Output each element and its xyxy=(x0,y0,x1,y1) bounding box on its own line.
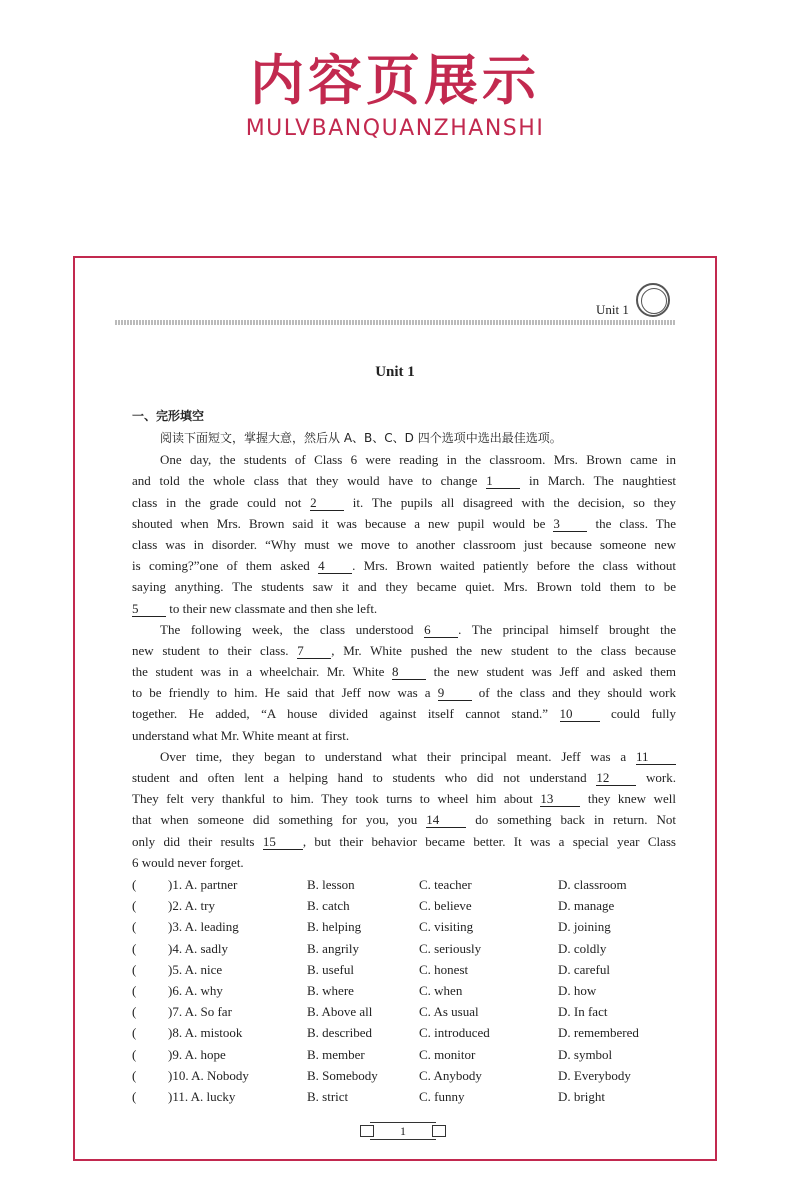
passage-line: They felt very thankful to him. They took turns to wheel him about 13 they knew well xyxy=(132,791,677,807)
question-row xyxy=(132,895,676,916)
passage-line: together. He added, “A house divided against itself cannot stand.” 10 could fully xyxy=(132,706,676,722)
answer-bracket: ( xyxy=(132,1088,137,1104)
option-c: C. believe xyxy=(419,898,472,914)
option-a: )9. A. hope xyxy=(168,1046,226,1062)
option-a: )8. A. mistook xyxy=(168,1025,243,1041)
blank-14: 14 xyxy=(426,812,466,828)
passage-line: The following week, the class understood 6 . The principal himself brought the xyxy=(160,621,676,637)
question-row xyxy=(132,1001,676,1022)
option-b: B. useful xyxy=(307,961,354,977)
passage-line: to be friendly to him. He said that Jeff now was a 9 of the class and they should work xyxy=(132,685,676,701)
answer-bracket: ( xyxy=(132,940,137,956)
section-title: 一、完形填空 xyxy=(132,409,205,423)
blank-15: 15 xyxy=(263,834,303,850)
passage-line: student and often lent a helping hand to students who did not understand 12 work. xyxy=(132,770,677,785)
question-row xyxy=(132,916,676,937)
option-c: C. funny xyxy=(419,1088,465,1104)
option-a: )2. A. try xyxy=(168,898,215,914)
blank-3: 3 xyxy=(553,516,587,532)
blank-1: 1 xyxy=(486,473,520,489)
option-d: D. careful xyxy=(558,961,610,977)
question-row xyxy=(132,1065,676,1086)
blank-5: 5 xyxy=(132,601,166,617)
passage-line: the student was in a wheelchair. Mr. White 8 the new student was Jeff and asked them xyxy=(132,664,676,680)
option-d: D. Everybody xyxy=(558,1067,631,1083)
option-b: B. Above all xyxy=(307,1004,373,1020)
option-c: C. introduced xyxy=(419,1025,490,1041)
running-header: Unit 1 xyxy=(596,302,629,317)
blank-12: 12 xyxy=(596,770,636,786)
passage-line: class in the grade could not 2 it. The pupils all disagreed with the decision, so they xyxy=(132,494,676,510)
option-d: D. remembered xyxy=(558,1025,639,1041)
question-row xyxy=(132,938,676,959)
passage-line: that when someone did something for you, you 14 do something back in return. Not xyxy=(132,812,676,828)
passage-line: 5 to their new classmate and then she left. xyxy=(132,600,378,616)
option-a: )11. A. lucky xyxy=(168,1088,236,1104)
question-row xyxy=(132,980,676,1001)
passage-line: understand what Mr. White meant at first. xyxy=(132,727,350,743)
unit-heading: Unit 1 xyxy=(375,364,415,380)
passage-line: saying anything. The students saw it and they became quiet. Mrs. Brown told them to be xyxy=(132,579,676,595)
option-b: B. catch xyxy=(307,898,350,914)
options-list xyxy=(132,874,676,1107)
option-d: D. manage xyxy=(558,898,615,914)
answer-bracket: ( xyxy=(132,1067,137,1083)
option-c: C. honest xyxy=(419,961,469,977)
passage-line: class was in disorder. “Why must we move to another classroom just because someone new xyxy=(132,536,676,552)
option-c: C. teacher xyxy=(419,877,472,892)
option-d: D. joining xyxy=(558,919,611,935)
passage-line: and told the whole class that they would have to change 1 in March. The naughtiest xyxy=(132,473,676,489)
page-number: 1 xyxy=(370,1122,436,1140)
question-row xyxy=(132,1086,676,1107)
option-a: )6. A. why xyxy=(168,982,223,998)
option-a: )3. A. leading xyxy=(168,919,239,935)
blank-13: 13 xyxy=(540,791,580,807)
answer-bracket: ( xyxy=(132,1004,137,1020)
passage xyxy=(132,428,676,873)
passage-line: Over time, they began to understand what their principal meant. Jeff was a 11 xyxy=(132,746,676,767)
option-b: B. angrily xyxy=(307,940,359,956)
option-b: B. described xyxy=(307,1025,372,1041)
answer-bracket: ( xyxy=(132,919,137,935)
instruction: 阅读下面短文，掌握大意，然后从 A、B、C、D 四个选项中选出最佳选项。 xyxy=(160,431,562,445)
option-a: )4. A. sadly xyxy=(168,940,228,956)
option-a: )10. A. Nobody xyxy=(168,1067,249,1083)
question-row xyxy=(132,959,676,980)
page-subtitle: MULVBANQUANZHANSHI xyxy=(245,116,545,141)
passage-line: shouted when Mrs. Brown said it was because a new pupil would be 3 the class. The xyxy=(132,515,676,531)
option-d: D. In fact xyxy=(558,1004,608,1020)
answer-bracket: ( xyxy=(132,1046,137,1062)
option-a: )1. A. partner xyxy=(168,877,238,892)
blank-6: 6 xyxy=(424,622,458,638)
option-a: )7. A. So far xyxy=(168,1004,232,1020)
header-divider xyxy=(115,320,675,325)
option-c: C. Anybody xyxy=(419,1067,482,1083)
option-b: B. helping xyxy=(307,919,362,935)
option-c: C. visiting xyxy=(419,919,474,935)
option-c: C. seriously xyxy=(419,940,482,956)
page-title: 内容页展示 xyxy=(250,49,540,112)
passage-line: is coming?”one of them asked 4 . Mrs. Brown waited patiently before the class without xyxy=(132,558,676,574)
answer-bracket: ( xyxy=(132,898,137,914)
blank-10: 10 xyxy=(560,706,600,722)
option-d: D. bright xyxy=(558,1088,605,1104)
option-b: B. where xyxy=(307,982,354,998)
option-b: B. strict xyxy=(307,1088,349,1104)
option-d: D. coldly xyxy=(558,940,607,956)
blank-8: 8 xyxy=(392,664,426,680)
passage-line: One day, the students of Class 6 were reading in the classroom. Mrs. Brown came in xyxy=(160,452,676,468)
option-b: B. Somebody xyxy=(307,1067,378,1083)
option-d: D. how xyxy=(558,982,597,998)
answer-bracket: ( xyxy=(132,1025,137,1041)
blank-11: 11 xyxy=(636,749,676,765)
question-row xyxy=(132,874,676,895)
option-b: B. member xyxy=(307,1046,365,1062)
blank-7: 7 xyxy=(297,643,331,659)
blank-9: 9 xyxy=(438,685,472,701)
answer-bracket: ( xyxy=(132,877,137,892)
option-c: C. As usual xyxy=(419,1004,479,1020)
question-row xyxy=(132,1044,676,1065)
option-d: D. classroom xyxy=(558,877,627,892)
passage-line: new student to their class. 7 , Mr. White pushed the new student to the class because xyxy=(132,642,676,658)
option-c: C. when xyxy=(419,982,463,998)
answer-bracket: ( xyxy=(132,982,137,998)
option-d: D. symbol xyxy=(558,1046,613,1062)
blank-2: 2 xyxy=(310,495,344,511)
option-a: )5. A. nice xyxy=(168,961,223,977)
passage-line: 6 would never forget. xyxy=(132,854,244,870)
answer-bracket: ( xyxy=(132,961,137,977)
passage-line: only did their results 15 , but their behavior became better. It was a special year Class xyxy=(132,833,676,849)
trophy-logo-icon xyxy=(636,283,670,317)
blank-4: 4 xyxy=(318,558,352,574)
option-b: B. lesson xyxy=(307,877,355,892)
question-row xyxy=(132,1022,676,1043)
option-c: C. monitor xyxy=(419,1046,476,1062)
